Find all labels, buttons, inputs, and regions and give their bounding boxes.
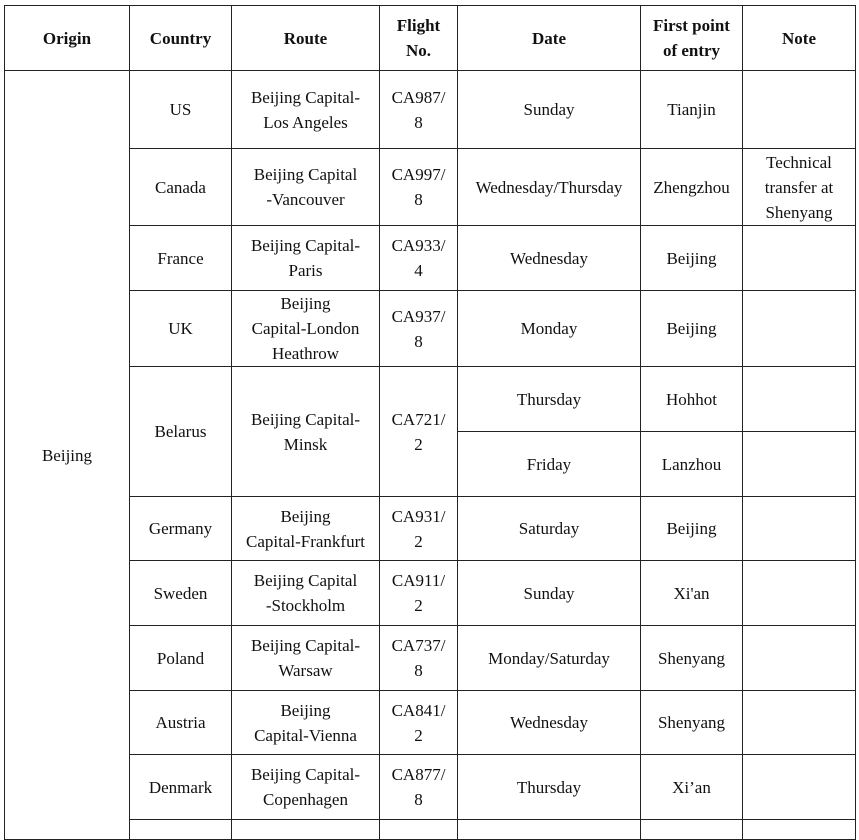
date-cell — [458, 820, 641, 840]
note-cell — [743, 497, 856, 561]
entry-cell: Shenyang — [641, 691, 743, 755]
note-cell — [743, 71, 856, 149]
date-cell: Sunday — [458, 561, 641, 626]
table-row-belarus — [5, 367, 856, 432]
entry-cell: Shenyang — [641, 626, 743, 691]
header-date: Date — [458, 6, 641, 71]
date-cell: Thursday — [458, 367, 641, 432]
table-row-uk — [5, 291, 856, 367]
date-cell: Monday — [458, 291, 641, 367]
country-cell: Germany — [130, 497, 232, 561]
flight-no-cell — [380, 820, 458, 840]
note-cell — [743, 226, 856, 291]
country-cell — [130, 820, 232, 840]
flight-no-cell: CA911/ 2 — [380, 561, 458, 626]
table-row-canada — [5, 149, 856, 226]
entry-cell: Xi’an — [641, 755, 743, 820]
country-cell: Belarus — [130, 367, 232, 497]
entry-cell: Zhengzhou — [641, 149, 743, 226]
table-row-germany — [5, 497, 856, 561]
entry-cell: Lanzhou — [641, 432, 743, 497]
note-cell — [743, 291, 856, 367]
note-cell — [743, 561, 856, 626]
entry-cell: Beijing — [641, 226, 743, 291]
route-cell: Beijing Capital-Frankfurt — [232, 497, 380, 561]
flight-no-cell: CA931/ 2 — [380, 497, 458, 561]
date-cell: Wednesday — [458, 226, 641, 291]
table-row-us — [5, 71, 856, 149]
country-cell: Denmark — [130, 755, 232, 820]
route-cell: Beijing Capital- Warsaw — [232, 626, 380, 691]
route-cell: Beijing Capital -Stockholm — [232, 561, 380, 626]
note-cell — [743, 691, 856, 755]
entry-cell: Tianjin — [641, 71, 743, 149]
header-origin: Origin — [5, 6, 130, 71]
route-cell: Beijing Capital- Copenhagen — [232, 755, 380, 820]
table-row-france — [5, 226, 856, 291]
country-cell: Austria — [130, 691, 232, 755]
header-flight-no: Flight No. — [380, 6, 458, 71]
date-cell: Sunday — [458, 71, 641, 149]
date-cell: Wednesday/Thursday — [458, 149, 641, 226]
header-first-point-of-entry: First point of entry — [641, 6, 743, 71]
date-cell: Monday/Saturday — [458, 626, 641, 691]
note-cell — [743, 626, 856, 691]
origin-cell: Beijing — [5, 71, 130, 840]
date-cell: Thursday — [458, 755, 641, 820]
country-cell: France — [130, 226, 232, 291]
route-cell: Beijing Capital- Los Angeles — [232, 71, 380, 149]
route-cell — [232, 820, 380, 840]
header-note: Note — [743, 6, 856, 71]
note-cell — [743, 755, 856, 820]
flight-no-cell: CA933/ 4 — [380, 226, 458, 291]
header-country: Country — [130, 6, 232, 71]
country-cell: Canada — [130, 149, 232, 226]
date-cell: Friday — [458, 432, 641, 497]
date-cell: Wednesday — [458, 691, 641, 755]
route-cell: Beijing Capital- Minsk — [232, 367, 380, 497]
entry-cell: Xi'an — [641, 561, 743, 626]
route-cell: Beijing Capital-Vienna — [232, 691, 380, 755]
table-row-continuation — [5, 820, 856, 840]
country-cell: Poland — [130, 626, 232, 691]
flight-no-cell: CA737/ 8 — [380, 626, 458, 691]
entry-cell — [641, 820, 743, 840]
note-cell — [743, 820, 856, 840]
flight-no-cell: CA877/ 8 — [380, 755, 458, 820]
table-row-sweden — [5, 561, 856, 626]
note-cell: Technical transfer at Shenyang — [743, 149, 856, 226]
header-route: Route — [232, 6, 380, 71]
flight-schedule-wrapper — [4, 5, 856, 840]
country-cell: UK — [130, 291, 232, 367]
table-row-poland — [5, 626, 856, 691]
header-row — [5, 6, 856, 71]
table-row-denmark — [5, 755, 856, 820]
route-cell: Beijing Capital -Vancouver — [232, 149, 380, 226]
note-cell — [743, 432, 856, 497]
flight-no-cell: CA937/ 8 — [380, 291, 458, 367]
entry-cell: Beijing — [641, 497, 743, 561]
flight-no-cell: CA987/ 8 — [380, 71, 458, 149]
note-cell — [743, 367, 856, 432]
flight-no-cell: CA721/ 2 — [380, 367, 458, 497]
date-cell: Saturday — [458, 497, 641, 561]
entry-cell: Beijing — [641, 291, 743, 367]
flight-schedule-table — [4, 5, 856, 840]
entry-cell: Hohhot — [641, 367, 743, 432]
flight-no-cell: CA841/ 2 — [380, 691, 458, 755]
flight-no-cell: CA997/ 8 — [380, 149, 458, 226]
route-cell: Beijing Capital-London Heathrow — [232, 291, 380, 367]
table-row-austria — [5, 691, 856, 755]
country-cell: Sweden — [130, 561, 232, 626]
country-cell: US — [130, 71, 232, 149]
route-cell: Beijing Capital- Paris — [232, 226, 380, 291]
